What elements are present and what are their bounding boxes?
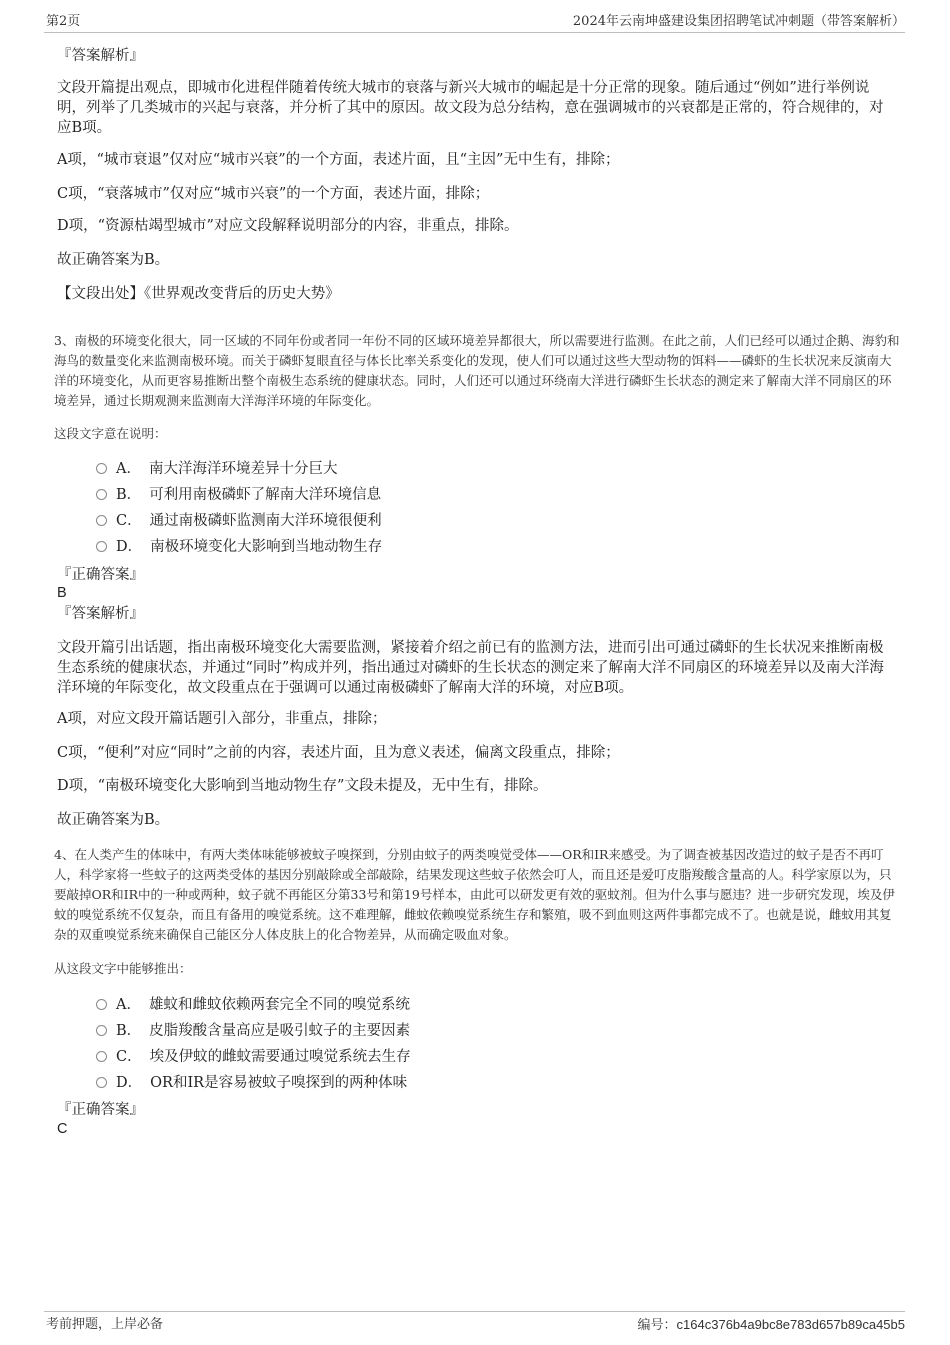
q3-analysis-heading: 『答案解析』 xyxy=(57,606,144,622)
q4-stem: 4、在人类产生的体味中，有两大类体味能够被蚊子嗅探到，分别由蚊子的两类嗅觉受体——OR和IR来感受。为了调查被基因改造过的蚊子是否不再叮人，科学家将一些蚊子的这两类受体的基因分别敲除或全部敲除，结果发现这些蚊子依然会叮人，而且还是爱叮皮脂羧酸含量高的人。科学家原以为，只要敲掉OR和IR中的一种或两种，蚊子就不再能区分第33号和第19号样本，由此可以研发更有效的驱蚊剂。但为什么事与愿违？进一步研究发现，埃及伊蚊的嗅觉系统不仅复杂，而且有备用的嗅觉系统。这不难理解，雌蚊依赖嗅觉系统生存和繁殖，吸不到血则这两件事都完成不了。也就是说，雌蚊用其复杂的双重嗅觉系统来确保自己能区分人体皮肤上的化合物差异，从而确定吸血对象。 xyxy=(54,847,895,942)
q3-prompt: 这段文字意在说明： xyxy=(54,426,167,441)
option-letter: A． xyxy=(116,997,141,1013)
radio-icon[interactable] xyxy=(96,1077,107,1088)
q3-analysis-option-c: C项，“便利”对应“同时”之前的内容，表述片面，且为意义表述，偏离文段重点，排除； xyxy=(57,745,620,761)
q4-answer: C xyxy=(57,1121,68,1137)
q3-option-d[interactable] xyxy=(96,537,382,557)
page-header xyxy=(44,12,905,33)
page-footer xyxy=(44,1311,905,1336)
radio-icon[interactable] xyxy=(96,489,107,500)
option-text: 通过南极磷虾监测南大洋环境很便利 xyxy=(149,513,382,529)
q3-analysis-option-a: A项，对应文段开篇话题引入部分，非重点，排除； xyxy=(57,711,387,727)
q4-prompt: 从这段文字中能够推出： xyxy=(54,961,192,976)
q2-conclusion: 故正确答案为B。 xyxy=(57,252,170,268)
option-text: 雄蚊和雌蚊依赖两套完全不同的嗅觉系统 xyxy=(148,997,410,1013)
q3-option-b[interactable] xyxy=(96,485,381,505)
radio-icon[interactable] xyxy=(96,541,107,552)
option-letter: D． xyxy=(116,539,143,555)
q4-option-c[interactable] xyxy=(96,1047,411,1067)
q4-option-a[interactable] xyxy=(96,995,410,1015)
q3-analysis-option-d: D项，“南极环境变化大影响到当地动物生存”文段未提及，无中生有，排除。 xyxy=(57,778,548,794)
option-text: OR和IR是容易被蚊子嗅探到的两种体味 xyxy=(150,1075,408,1091)
option-letter: B． xyxy=(116,1023,142,1039)
document-code xyxy=(638,1314,905,1337)
q2-analysis-heading: 『答案解析』 xyxy=(57,48,144,64)
radio-icon[interactable] xyxy=(96,1025,107,1036)
radio-icon[interactable] xyxy=(96,463,107,474)
option-letter: B． xyxy=(116,487,142,503)
q4-answer-heading: 『正确答案』 xyxy=(57,1102,144,1118)
option-letter: A． xyxy=(116,461,141,477)
q2-analysis-option-c: C项，“衰落城市”仅对应“城市兴衰”的一个方面，表述片面，排除； xyxy=(57,186,490,202)
q2-analysis-option-d: D项，“资源枯竭型城市”对应文段解释说明部分的内容，非重点，排除。 xyxy=(57,218,519,234)
option-letter: C． xyxy=(116,513,142,529)
option-letter: C． xyxy=(116,1049,142,1065)
option-text: 皮脂羧酸含量高应是吸引蚊子的主要因素 xyxy=(149,1023,411,1039)
q3-option-c[interactable] xyxy=(96,511,382,531)
option-text: 南极环境变化大影响到当地动物生存 xyxy=(150,539,383,555)
code-value: c164c376b4a9bc8e783d657b89ca45b5 xyxy=(676,1317,905,1332)
q2-source: 【文段出处】《世界观改变背后的历史大势》 xyxy=(57,286,340,302)
code-label: 编号： xyxy=(637,1318,677,1333)
q4-option-b[interactable] xyxy=(96,1021,410,1041)
radio-icon[interactable] xyxy=(96,999,107,1010)
q2-analysis-paragraph: 文段开篇提出观点，即城市化进程伴随着传统大城市的衰落与新兴大城市的崛起是十分正常的现象。随后通过“例如”进行举例说明，列举了几类城市的兴起与衰落，并分析了其中的原因。故文段为总分结构，意在强调城市的兴衰都是正常的，符合规律的，对应B项。 xyxy=(57,80,884,136)
page-number: 第2页 xyxy=(46,14,81,29)
q3-conclusion: 故正确答案为B。 xyxy=(57,812,170,828)
q4-option-d[interactable] xyxy=(96,1073,407,1093)
option-letter: D． xyxy=(116,1075,143,1091)
option-text: 南大洋海洋环境差异十分巨大 xyxy=(148,461,338,477)
option-text: 可利用南极磷虾了解南大洋环境信息 xyxy=(149,487,382,503)
q3-analysis-paragraph: 文段开篇引出话题，指出南极环境变化大需要监测，紧接着介绍之前已有的监测方法，进而引出可通过磷虾的生长状况来推断南极生态系统的健康状态，并通过“同时”构成并列，指出通过对磷虾的生长状态的测定来了解南大洋不同扇区的环境差异以及南大洋海洋环境的年际变化，故文段重点在于强调可以通过南极磷虾了解南大洋的环境，对应B项。 xyxy=(57,640,884,696)
option-text: 埃及伊蚊的雌蚊需要通过嗅觉系统去生存 xyxy=(149,1049,411,1065)
q3-stem: 3、南极的环境变化很大，同一区域的不同年份或者同一年份不同的区域环境差异都很大，所以需要进行监测。在此之前，人们已经可以通过企鹅、海豹和海鸟的数量变化来监测南极环境。而关于磷虾复眼直径与体长比率关系变化的发现，使人们可以通过这些大型动物的饵料——磷虾的生长状况来反演南大洋的环境变化，从而更容易推断出整个南极生态系统的健康状态。同时，人们还可以通过环绕南大洋进行磷虾生长状态的测定来了解南大洋不同扇区的环境差异，通过长期观测来监测南大洋海洋环境的年际变化。 xyxy=(54,333,900,408)
q3-answer: B xyxy=(57,585,67,601)
q2-analysis-option-a: A项，“城市衰退”仅对应“城市兴衰”的一个方面，表述片面，且“主因”无中生有，排除； xyxy=(57,152,620,168)
radio-icon[interactable] xyxy=(96,1051,107,1062)
q3-option-a[interactable] xyxy=(96,459,337,479)
radio-icon[interactable] xyxy=(96,515,107,526)
q3-answer-heading: 『正确答案』 xyxy=(57,567,144,583)
footer-slogan: 考前押题，上岸必备 xyxy=(46,1317,164,1332)
document-title: 2024年云南坤盛建设集团招聘笔试冲刺题（带答案解析） xyxy=(572,14,905,29)
